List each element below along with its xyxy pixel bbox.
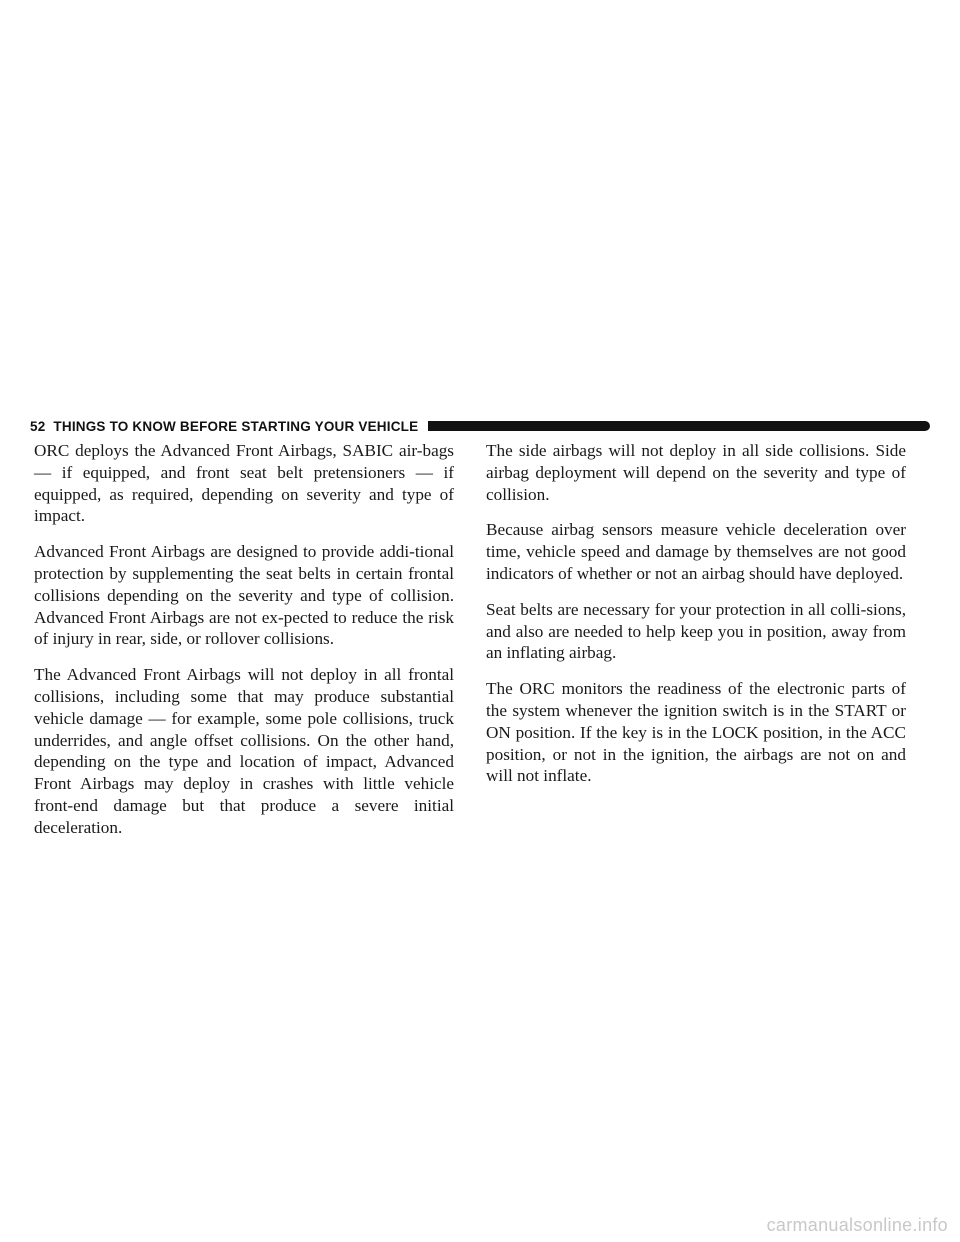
page-header — [30, 416, 930, 436]
paragraph: The Advanced Front Airbags will not deploy in all frontal collisions, including some that may produce substantial vehicle damage — for example, some pole collisions, truck underrides, and angle offset collisions. On the other hand, depending on the type and location of impact, Advanced Front Airbags may deploy in crashes with little vehicle front-end damage but that produce a severe initial deceleration. — [34, 665, 454, 837]
page-number: 52 — [30, 418, 46, 434]
paragraph: Advanced Front Airbags are designed to provide addi-tional protection by supplementing the seat belts in certain frontal collisions depending on the severity and type of collision. Advanced Front Airbags are not ex-pected to reduce the risk of injury in rear, side, or rollover collisions. — [34, 542, 454, 649]
paragraph: ORC deploys the Advanced Front Airbags, SABIC air-bags — if equipped, and front seat belt pretensioners — if equipped, as required, depending on severity and type of impact. — [34, 441, 454, 526]
paragraph: Seat belts are necessary for your protection in all colli-sions, and also are needed to help keep you in position, away from an inflating airbag. — [486, 599, 906, 663]
paragraph: The side airbags will not deploy in all side collisions. Side airbag deployment will depend on the severity and type of collision. — [486, 441, 906, 504]
watermark: carmanualsonline.info — [766, 1215, 948, 1235]
paragraph: The ORC monitors the readiness of the electronic parts of the system whenever the ignition switch is in the START or ON position. If the key is in the LOCK position, in the ACC position, or not in the ignition, the airbags are not on and will not inflate. — [486, 679, 906, 786]
section-title: THINGS TO KNOW BEFORE STARTING YOUR VEHICLE — [53, 418, 419, 434]
paragraph: Because airbag sensors measure vehicle deceleration over time, vehicle speed and damage by themselves are not good indicators of whether or not an airbag should have deployed. — [486, 520, 906, 583]
left-column — [34, 440, 454, 853]
header-rule — [428, 421, 930, 431]
right-column — [486, 440, 906, 801]
